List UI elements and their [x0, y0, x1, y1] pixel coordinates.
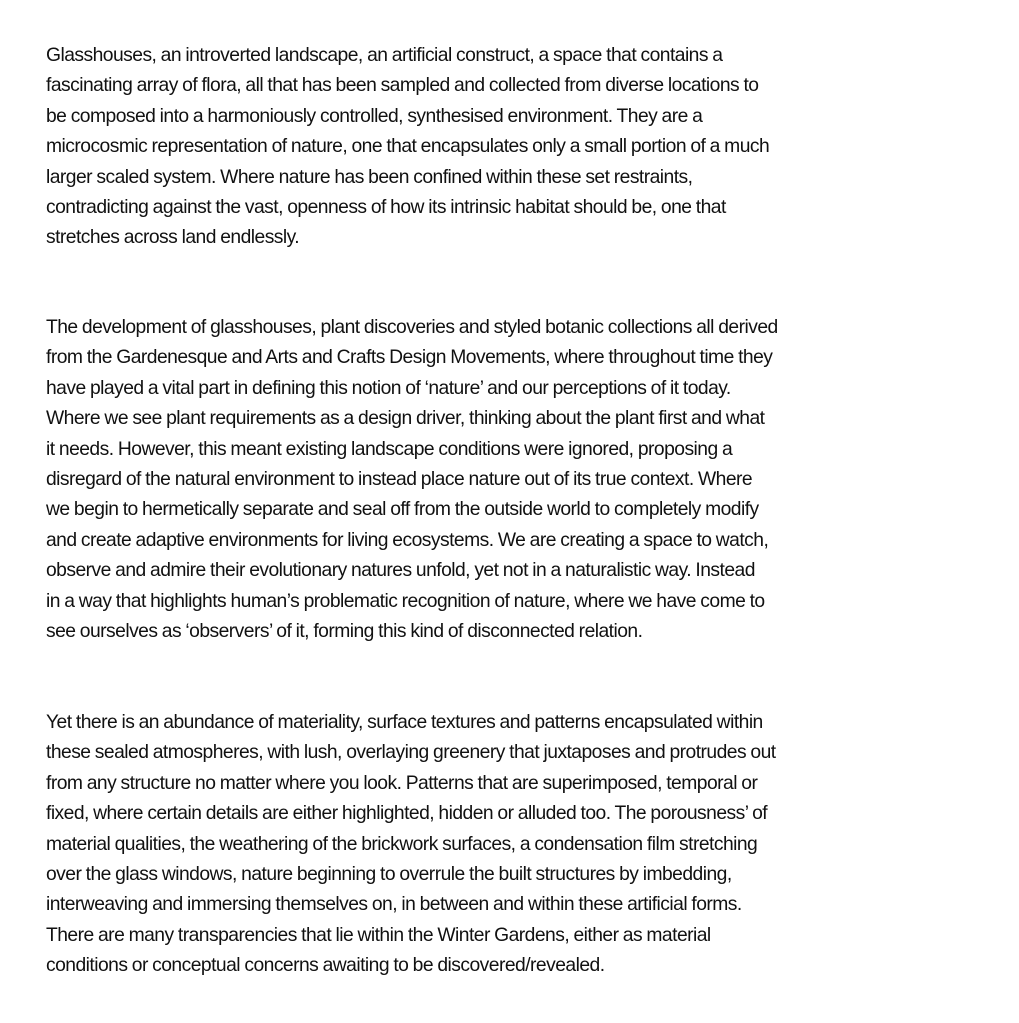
text-line: observe and admire their evolutionary natures unfold, yet not in a naturalistic way. Instead: [46, 559, 755, 582]
text-line: microcosmic representation of nature, one that encapsulates only a small portion of a much: [46, 135, 770, 158]
text-line: we begin to hermetically separate and seal off from the outside world to completely modify: [46, 498, 759, 521]
text-line: disregard of the natural environment to instead place nature out of its true context. Where: [46, 467, 753, 490]
text-line: see ourselves as ‘observers’ of it, forming this kind of disconnected relation.: [46, 619, 643, 642]
text-line: material qualities, the weathering of the brickwork surfaces, a condensation film stretching: [46, 832, 758, 855]
text-line: be composed into a harmoniously controlled, synthesised environment. They are a: [46, 104, 703, 127]
text-line: in a way that highlights human’s problematic recognition of nature, where we have come to: [46, 589, 765, 612]
text-line: The development of glasshouses, plant discoveries and styled botanic collections all derived: [46, 316, 778, 338]
text-line: fixed, where certain details are either highlighted, hidden or alluded too. The porousness’ of: [46, 802, 768, 825]
text-line: There are many transparencies that lie within the Winter Gardens, either as material: [46, 923, 711, 946]
text-line: Where we see plant requirements as a design driver, thinking about the plant first and what: [46, 407, 765, 430]
text-line: fascinating array of flora, all that has been sampled and collected from diverse locations to: [46, 74, 759, 97]
paragraph-development-history: [46, 312, 986, 646]
text-line: stretches across land endlessly.: [46, 226, 300, 249]
text-line: from the Gardenesque and Arts and Crafts Design Movements, where throughout time they: [46, 346, 773, 369]
paragraph-materiality: [46, 707, 986, 981]
text-line: conditions or conceptual concerns awaiting to be discovered/revealed.: [46, 954, 605, 977]
paragraph-glasshouses-intro: [46, 40, 986, 253]
text-line: these sealed atmospheres, with lush, overlaying greenery that juxtaposes and protrudes out: [46, 741, 776, 764]
text-line: interweaving and immersing themselves on, in between and within these artificial forms.: [46, 893, 742, 916]
text-line: have played a vital part in defining this notion of ‘nature’ and our perceptions of it today.: [46, 376, 731, 399]
text-line: from any structure no matter where you look. Patterns that are superimposed, temporal or: [46, 771, 758, 794]
text-line: larger scaled system. Where nature has been confined within these set restraints,: [46, 165, 693, 188]
text-line: it needs. However, this meant existing landscape conditions were ignored, proposing a: [46, 437, 733, 460]
text-line: and create adaptive environments for living ecosystems. We are creating a space to watch,: [46, 528, 769, 551]
text-line: contradicting against the vast, openness of how its intrinsic habitat should be, one that: [46, 195, 726, 218]
text-line: Glasshouses, an introverted landscape, an artificial construct, a space that contains a: [46, 44, 723, 66]
text-line: Yet there is an abundance of materiality, surface textures and patterns encapsulated within: [46, 711, 763, 733]
text-line: over the glass windows, nature beginning to overrule the built structures by imbedding,: [46, 862, 732, 885]
